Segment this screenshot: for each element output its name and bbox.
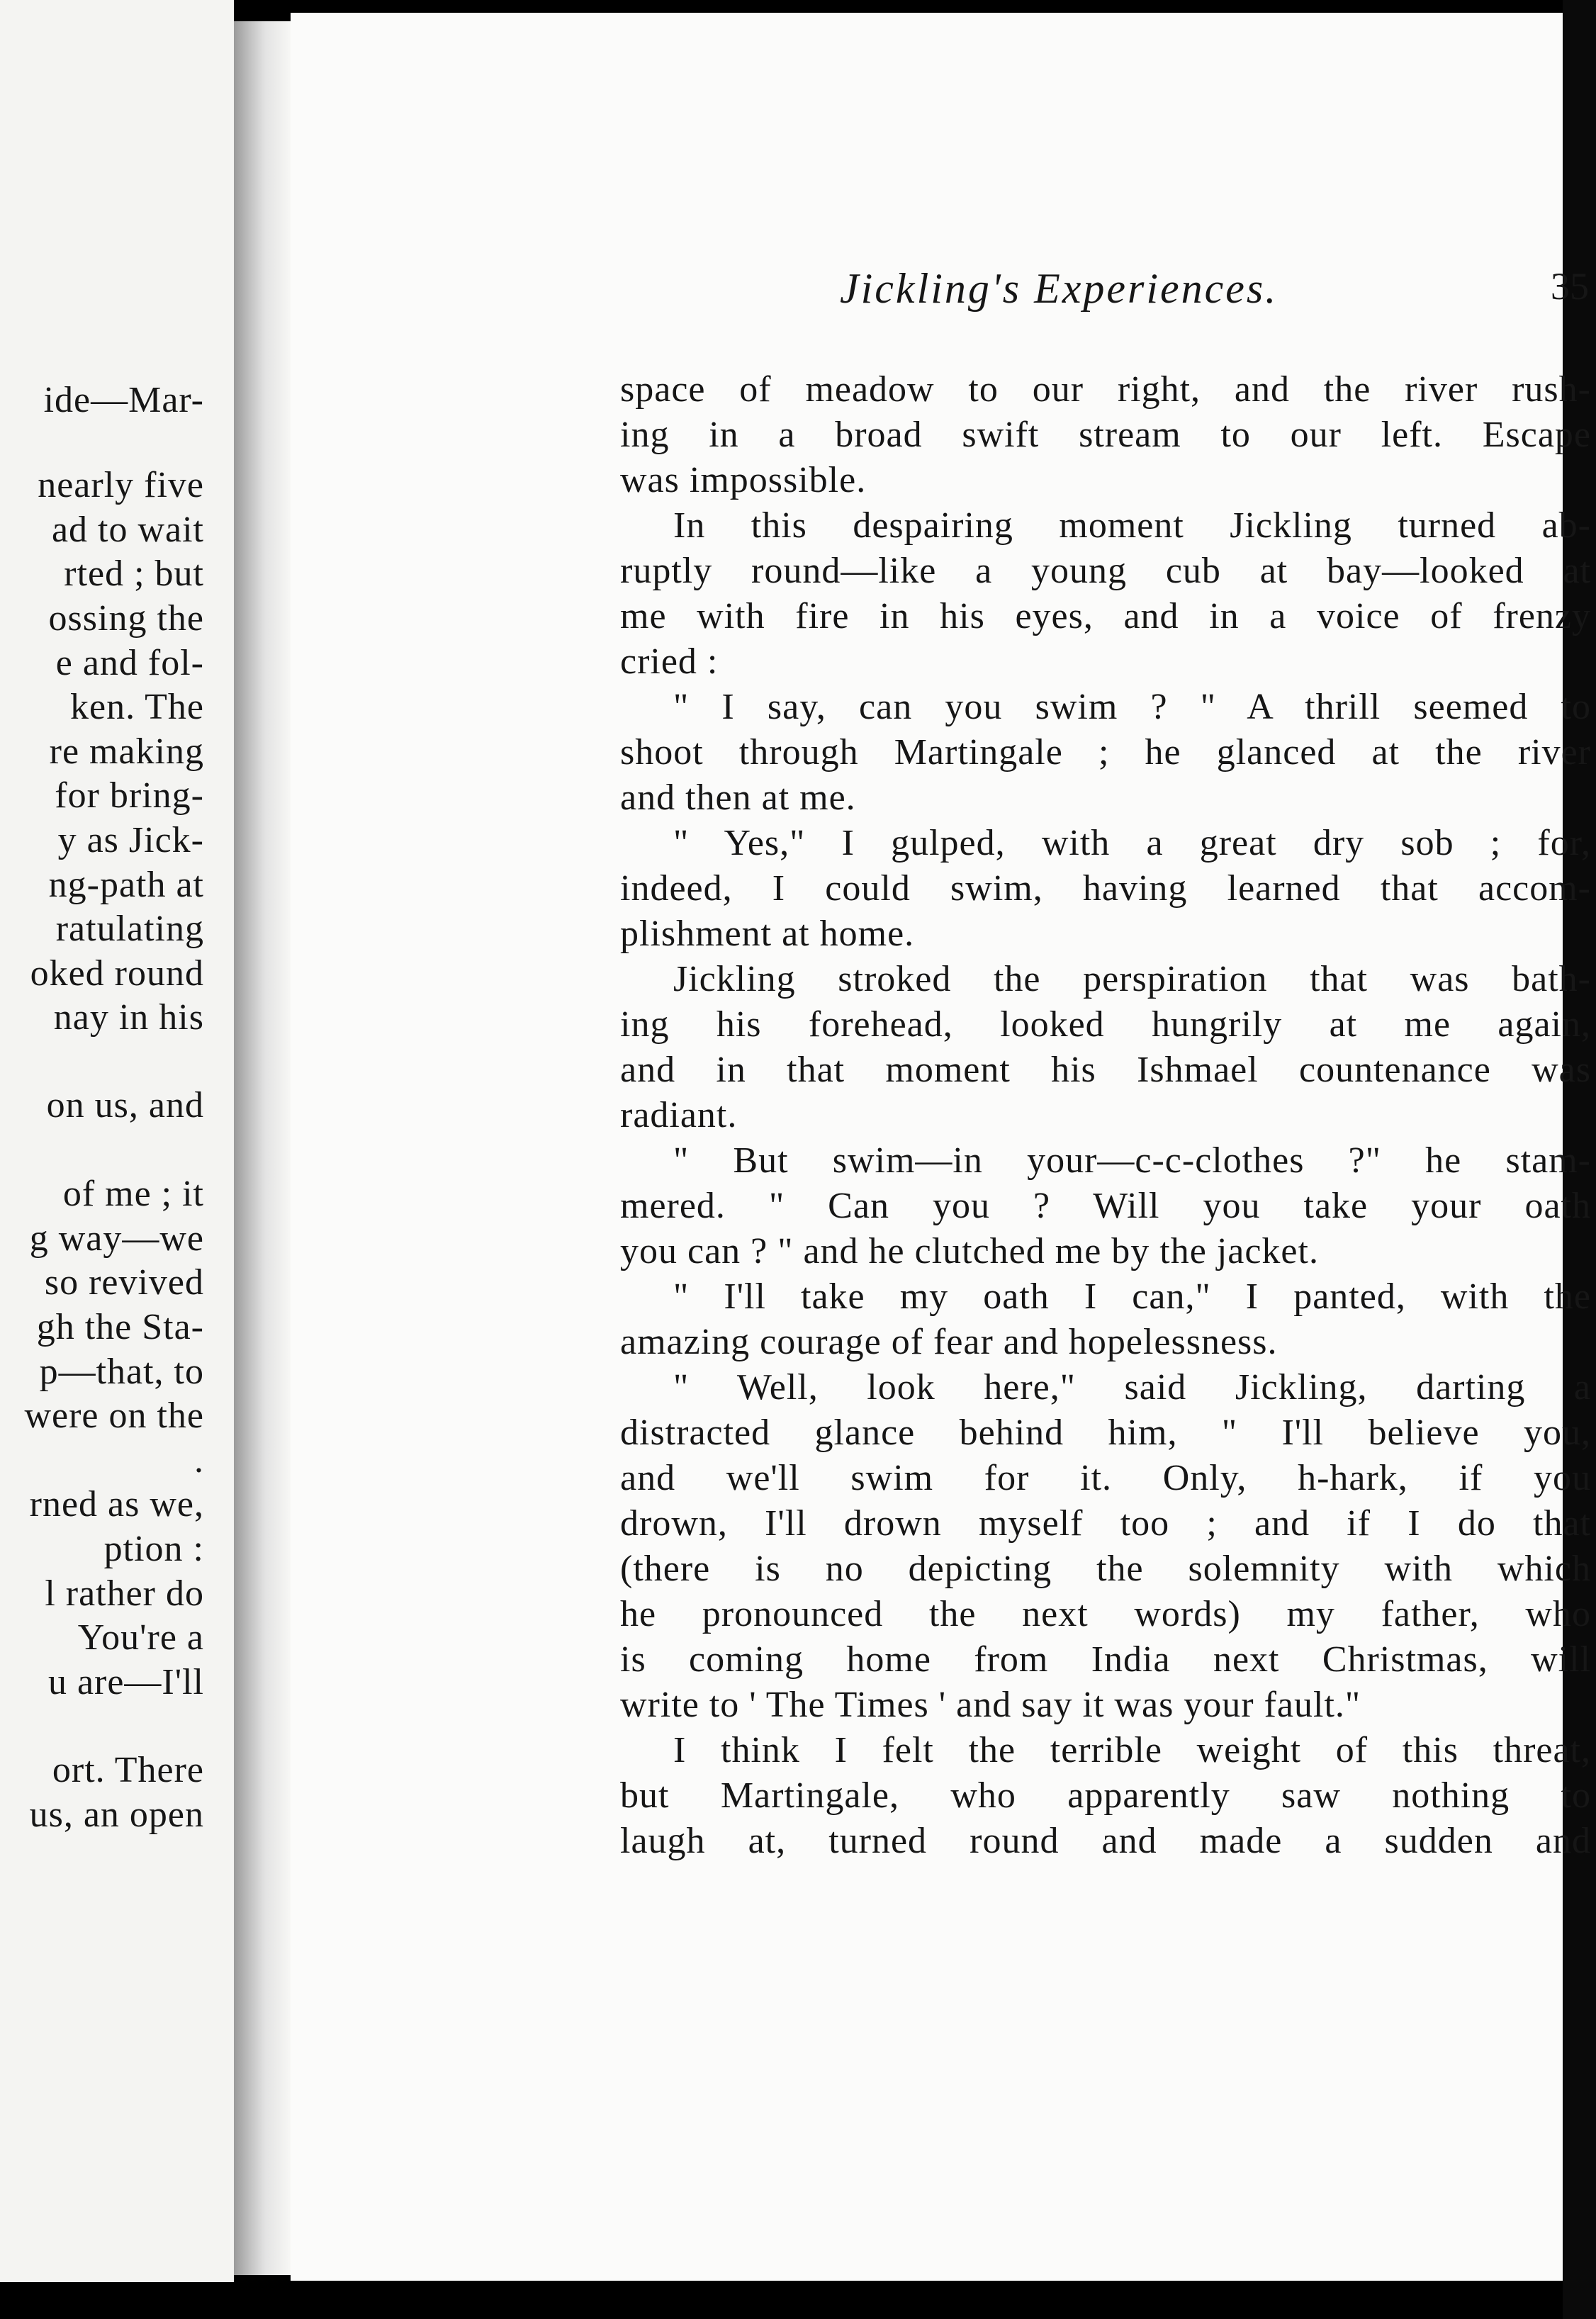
text-line: radiant.	[620, 1095, 738, 1135]
left-page-line: rned as we,	[29, 1484, 204, 1525]
left-page-line: ratulating	[55, 909, 204, 949]
text-line: " Well, look here," said Jickling, darting a	[673, 1367, 1591, 1408]
text-line: plishment at home.	[620, 914, 915, 954]
left-page-line: ng-path at	[48, 865, 204, 905]
left-page-line: ossing the	[48, 598, 204, 639]
text-line: distracted glance behind him, " I'll believe you,	[620, 1413, 1591, 1453]
text-line: amazing courage of fear and hopelessness.	[620, 1322, 1278, 1362]
text-line: ing his forehead, looked hungrily at me again,	[620, 1004, 1591, 1045]
left-page-line: u are—I'll	[47, 1662, 204, 1702]
text-line: " Yes," I gulped, with a great dry sob ; for,	[673, 823, 1591, 863]
text-line: " But swim—in your—c-c-clothes ?" he stam-	[673, 1140, 1591, 1181]
left-page-line: oked round	[30, 953, 204, 994]
left-page-line: g way—we	[29, 1218, 204, 1259]
left-page-line: ad to wait	[51, 510, 204, 550]
text-line: laugh at, turned round and made a sudden and	[620, 1821, 1591, 1861]
text-line: cried :	[620, 641, 719, 682]
left-page-line: ort. There	[52, 1750, 204, 1790]
left-page-line: You're a	[77, 1617, 204, 1658]
text-line: ing in a broad swift stream to our left. Escape	[620, 415, 1591, 455]
page-header	[560, 264, 1589, 314]
body-text	[620, 367, 1591, 1864]
left-page-line: of me ; it	[62, 1174, 204, 1214]
text-line: Jickling stroked the perspiration that was bath-	[673, 959, 1591, 999]
left-page-line: for bring-	[55, 775, 204, 816]
text-line: " I'll take my oath I can," I panted, with the	[673, 1276, 1591, 1317]
left-page-line: ide—Mar-	[43, 380, 204, 420]
text-line: me with fire in his eyes, and in a voice of frenzy	[620, 596, 1591, 636]
book-page	[291, 13, 1591, 2281]
left-page-line: y as Jick-	[57, 820, 204, 860]
text-line: write to ' The Times ' and say it was your fault."	[620, 1685, 1361, 1725]
text-line: I think I felt the terrible weight of this threat,	[673, 1730, 1591, 1770]
left-page-line: so revived	[44, 1262, 204, 1303]
text-line: space of meadow to our right, and the river rush-	[620, 369, 1591, 410]
text-line: In this despairing moment Jickling turned ab-	[673, 505, 1591, 546]
left-page-line: rted ; but	[64, 554, 204, 594]
page-number: 35	[1551, 265, 1589, 308]
left-page-line: .	[194, 1440, 204, 1481]
left-page-line: p—that, to	[39, 1352, 204, 1392]
left-page-line: us, an open	[29, 1795, 204, 1835]
left-page-line: re making	[49, 731, 204, 772]
running-title: Jickling's Experiences.	[840, 265, 1279, 312]
left-page-line: l rather do	[45, 1573, 204, 1614]
text-line: and then at me.	[620, 777, 856, 818]
left-page-line: gh the Sta-	[36, 1307, 204, 1347]
previous-page-fragment	[0, 0, 234, 2282]
book-gutter-shadow	[234, 21, 291, 2275]
text-line: is coming home from India next Christmas, will	[620, 1639, 1591, 1680]
text-line: and we'll swim for it. Only, h-hark, if you	[620, 1458, 1591, 1498]
text-line: " I say, can you swim ? " A thrill seemed to	[673, 687, 1591, 727]
text-line: mered. " Can you ? Will you take your oath	[620, 1186, 1591, 1226]
left-page-line: on us, and	[46, 1085, 204, 1125]
text-line: and in that moment his Ishmael countenance was	[620, 1050, 1591, 1090]
text-line: indeed, I could swim, having learned that accom-	[620, 868, 1591, 909]
text-line: drown, I'll drown myself too ; and if I do that	[620, 1503, 1591, 1544]
text-line: (there is no depicting the solemnity with which	[620, 1549, 1591, 1589]
text-line: was impossible.	[620, 460, 867, 500]
text-line: but Martingale, who apparently saw nothing to	[620, 1775, 1591, 1816]
left-page-line: were on the	[24, 1396, 204, 1436]
left-page-line: e and fol-	[55, 643, 204, 683]
text-line: he pronounced the next words) my father, who	[620, 1594, 1591, 1634]
left-page-line: ken. The	[70, 687, 204, 727]
left-page-line: nearly five	[38, 465, 204, 505]
left-page-line: ption :	[103, 1529, 204, 1569]
text-line: ruptly round—like a young cub at bay—looked at	[620, 551, 1591, 591]
left-page-line: nay in his	[53, 997, 204, 1038]
text-line: you can ? " and he clutched me by the jacket.	[620, 1231, 1319, 1271]
text-line: shoot through Martingale ; he glanced at the river	[620, 732, 1591, 773]
